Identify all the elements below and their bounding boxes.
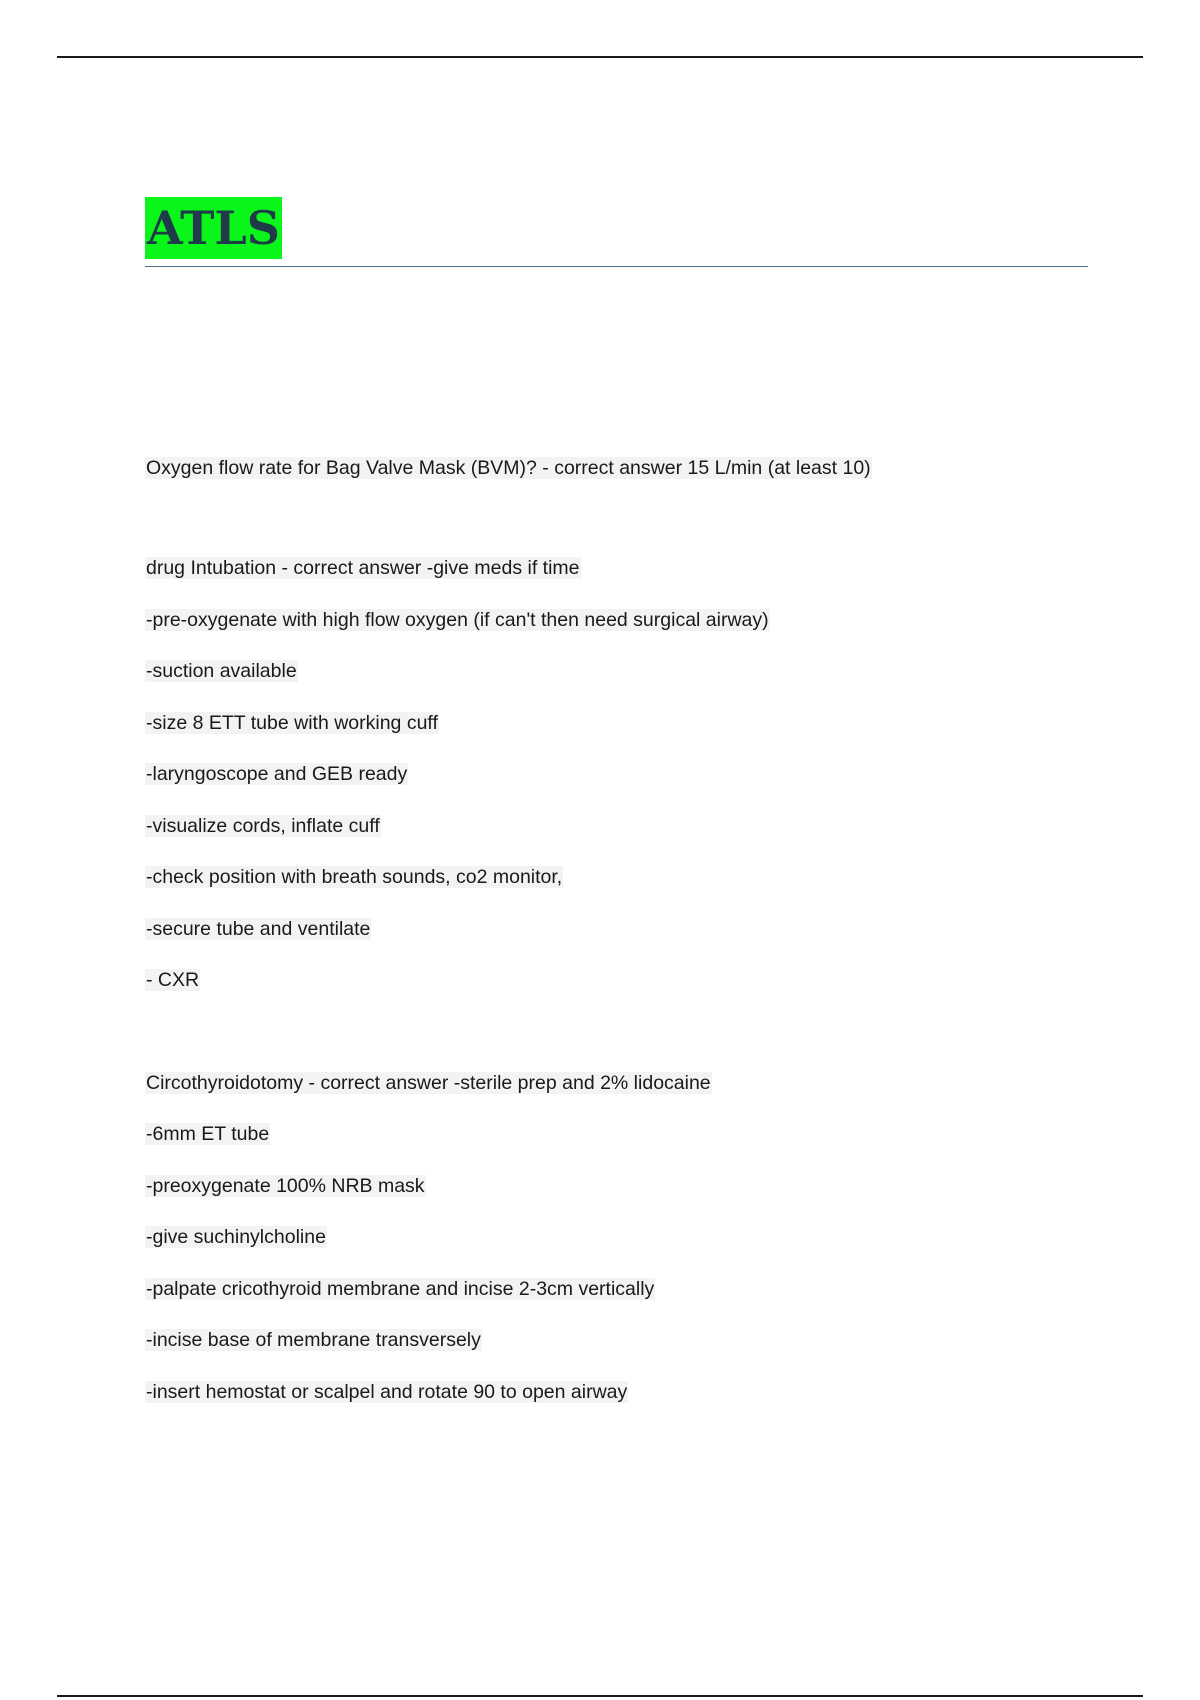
qa-line: -palpate cricothyroid membrane and incise 2-3cm vertically	[146, 1278, 655, 1300]
qa-line: drug Intubation - correct answer -give meds if time	[146, 557, 580, 579]
qa-line: Oxygen flow rate for Bag Valve Mask (BVM)? - correct answer 15 L/min (at least 10)	[146, 457, 871, 479]
qa-line: Circothyroidotomy - correct answer -sterile prep and 2% lidocaine	[146, 1072, 711, 1094]
title-underline	[145, 266, 1088, 267]
qa-line: -give suchinylcholine	[146, 1226, 326, 1248]
qa-line: -incise base of membrane transversely	[146, 1329, 481, 1351]
page-bottom-rule	[57, 1695, 1143, 1697]
qa-line: -laryngoscope and GEB ready	[146, 763, 408, 785]
qa-line: -visualize cords, inflate cuff	[146, 815, 380, 837]
qa-line: -suction available	[146, 660, 297, 682]
qa-line: -secure tube and ventilate	[146, 918, 371, 940]
qa-line: -size 8 ETT tube with working cuff	[146, 712, 438, 734]
document-title: ATLS	[145, 197, 282, 259]
qa-line: -pre-oxygenate with high flow oxygen (if can't then need surgical airway)	[146, 609, 769, 631]
title-block	[145, 197, 282, 259]
qa-line: -6mm ET tube	[146, 1123, 270, 1145]
qa-line: -preoxygenate 100% NRB mask	[146, 1175, 425, 1197]
qa-line: - CXR	[146, 969, 200, 991]
qa-line: -check position with breath sounds, co2 monitor,	[146, 866, 563, 888]
qa-line: -insert hemostat or scalpel and rotate 90 to open airway	[146, 1381, 628, 1403]
page-top-rule	[57, 56, 1143, 58]
